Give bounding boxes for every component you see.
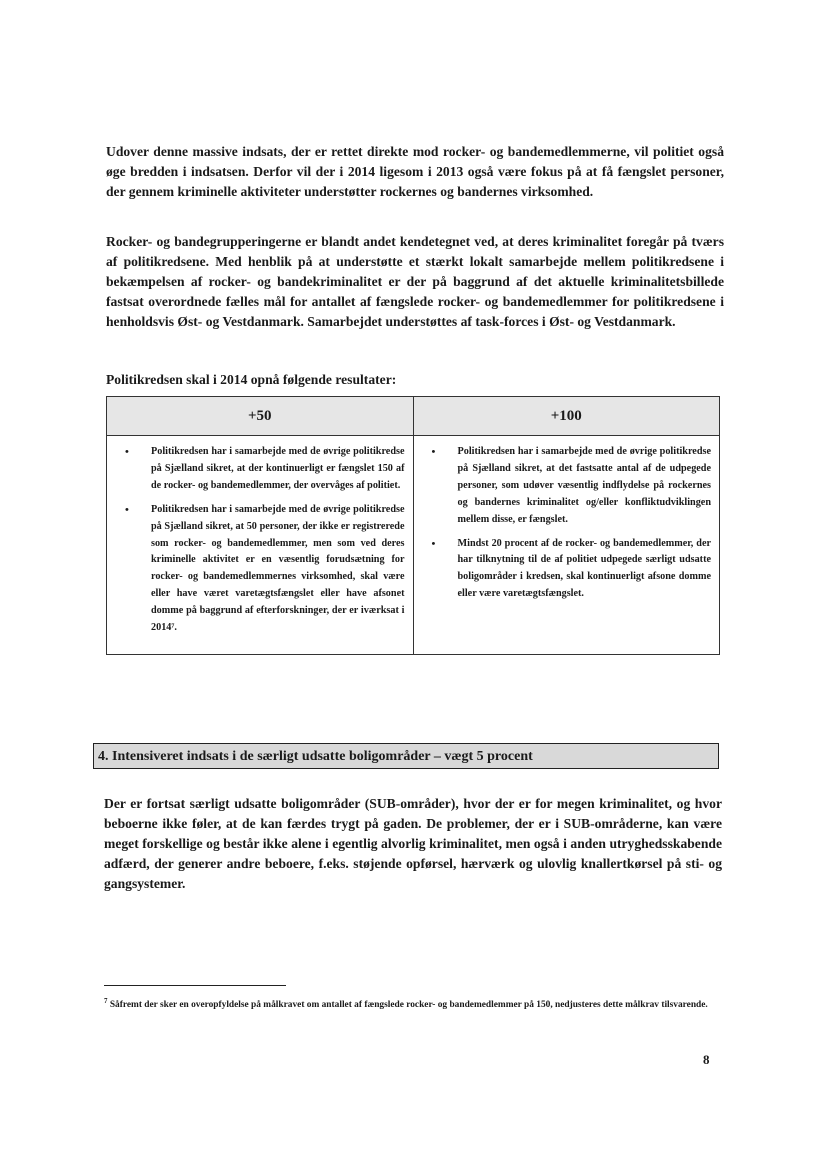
paragraph-intro: Udover denne massive indsats, der er rettet direkte mod rocker- og bandemedlemmerne, vil politiet også øge bredden i indsatsen. Derfor vil der i 2014 ligesom i 2013 også være fokus på at få fængslet personer, der gennem kriminelle aktiviteter understøtter rockernes og bandernes virksomhed. — [106, 144, 724, 199]
paragraph-cooperation: Rocker- og bandegrupperingerne er blandt andet kendetegnet ved, at deres kriminalitet foregår på tværs af politikredsene. Med henblik på at understøtte et stærkt lokalt samarbejde mellem politikredsene i bekæmpelsen af rocker- og bandekriminalitet er der på baggrund af det aktuelle kriminalitetsbillede fastsat overordnede fælles mål for antallet af fængslede rocker- og bandemedlemmer for politikredsene i henholdsvis Øst- og Vestdanmark. Samarbejdet understøttes af task-forces i Øst- og Vestdanmark. — [106, 234, 724, 329]
table-cell-plus100 — [413, 436, 720, 655]
bullet-icon: • — [431, 537, 436, 550]
page-number: 8 — [703, 1052, 710, 1067]
footnote — [104, 994, 716, 1012]
table-cell-plus50 — [107, 436, 414, 655]
bullet-icon: • — [431, 446, 436, 458]
footnote-text: Såfremt der sker en overopfyldelse på målkravet om antallet af fængslede rocker- og bandemedlemmer på 150, nedjusteres dette målkrav tilsvarende. — [109, 1000, 708, 1011]
paragraph-sub-areas: Der er fortsat særligt udsatte boligområder (SUB-områder), hvor der er for megen kriminalitet, og hvor beboerne ikke føler, at de kan færdes trygt på gaden. De problemer, der er i SUB-områderne, kan være meget forskellige og består ikke alene i egentlig alvorlig kriminalitet, men også i anden utryghedsskabende adfærd, der generer andre beboere, f.eks. støjende opførsel, hærværk og ulovlig knallertkørsel på sti- og gangsystemer. — [104, 796, 722, 891]
list-item: • Politikredsen har i samarbejde med de øvrige politikredse på Sjælland sikret, at der kontinuerligt er fængslet 150 af de rocker- og bandemedlemmer, der overvåges af politiet. — [125, 446, 405, 491]
list-item: • Politikredsen har i samarbejde med de øvrige politikredse på Sjælland sikret, at 50 personer, der ikke er registrerede som rocker- og bandemedlemmer, men som ved deres kriminelle aktivitet er en væsentlig forudsætning for rocker- og bandemedlemmernes virksomhed, skal være eller have været varetægtsfængslet eller have afsonet domme på baggrund af efterforskninger, der er iværksat i 2014⁷. — [125, 503, 405, 634]
table-header-plus100: +100 — [413, 397, 720, 436]
paragraph-results-lead: Politikredsen skal i 2014 opnå følgende resultater: — [106, 372, 397, 387]
bullet-icon: • — [125, 446, 129, 458]
section-heading: 4. Intensiveret indsats i de særligt udsatte boligområder – vægt 5 procent — [93, 743, 719, 769]
footnote-divider — [104, 985, 286, 986]
bullet-icon: • — [125, 503, 129, 516]
results-table — [106, 396, 720, 655]
list-item: • Mindst 20 procent af de rocker- og bandemedlemmer, der har tilknytning til de af politiet udpegede særligt udsatte boligområder i kredsen, skal kontinuerligt afsone domme eller være varetægtsfængslet. — [431, 537, 711, 600]
list-item: • Politikredsen har i samarbejde med de øvrige politikredse på Sjælland sikret, at det fastsatte antal af de udpegede personer, som udøver væsentlig indflydelse på rockernes og bandernes kriminalitet og/eller konfliktudviklingen mellem disse, er fængslet. — [431, 446, 711, 525]
footnote-marker: 7 — [104, 997, 108, 1005]
table-header-plus50: +50 — [107, 397, 414, 436]
